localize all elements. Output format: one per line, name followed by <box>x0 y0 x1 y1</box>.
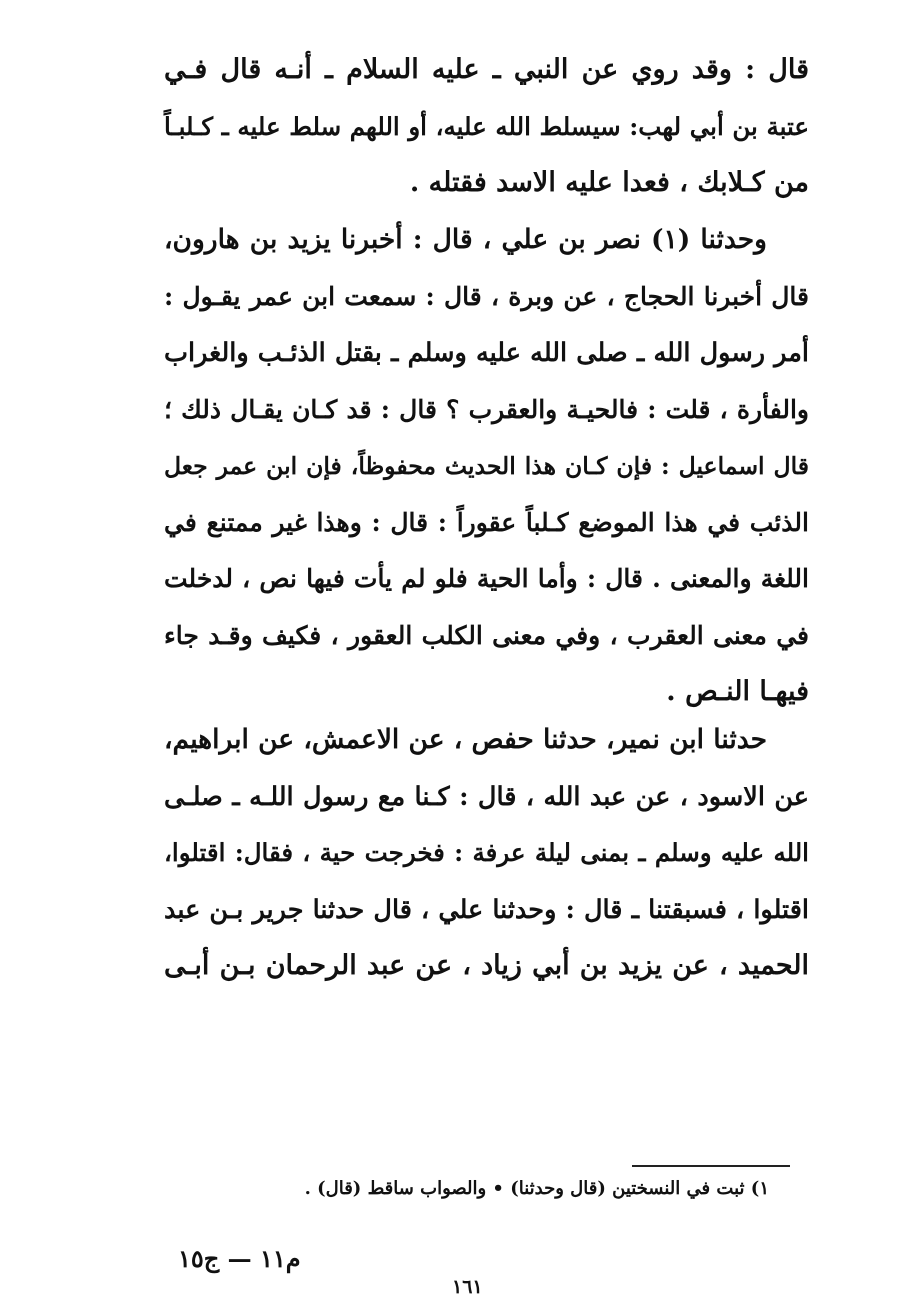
paragraph-2 <box>164 212 809 721</box>
text-line: الله عليه وسلم ـ بمنى ليلة عرفة : فخرجت حية ، فقال: اقتلوا، <box>164 838 809 867</box>
paragraph-3 <box>164 712 809 995</box>
printer-signature: م١١ — ج١٥ <box>178 1244 301 1273</box>
text-line: والفأرة ، قلت : فالحيـة والعقرب ؟ قال : قد كـان يقـال ذلك ؛ <box>164 394 809 424</box>
text-line: حدثنا ابن نمير، حدثنا حفص ، عن الاعمش، عن ابراهيم، <box>164 724 767 755</box>
text-line: من كـلابك ، فعدا عليه الاسد فقتله . <box>409 167 809 198</box>
text-line: أمر رسول الله ـ صلى الله عليه وسلم ـ بقتل الذئـب والغراب <box>164 338 809 368</box>
paragraph-1 <box>164 42 809 212</box>
footnote: ١) ثبت في النسختين (قال وحدثنا) • والصواب ساقط (قال) . <box>304 1178 769 1199</box>
text-line: فيهـا النـص . <box>666 676 809 707</box>
text-line: قال اسماعيل : فإن كـان هذا الحديث محفوظاً، فإن ابن عمر جعل <box>164 452 809 480</box>
footnote-divider <box>632 1165 790 1167</box>
text-line: في معنى العقرب ، وفي معنى الكلب العقور ، فكيف وقـد جاء <box>164 620 809 650</box>
text-line: الحميد ، عن يزيد بن أبي زياد ، عن عبد الرحمان بـن أبـى <box>164 950 809 981</box>
text-line: الذئب في هذا الموضع كـلباً عقوراً : قال : وهذا غير ممتنع في <box>164 507 809 537</box>
text-line: عتبة بن أبي لهب: سيسلط الله عليه، أو اللهم سلط عليه ـ كـلبـاً <box>164 111 809 141</box>
text-line: اللغة والمعنى . قال : وأما الحية فلو لم يأت فيها نص ، لدخلت <box>164 564 809 593</box>
text-line: عن الاسود ، عن عبد الله ، قال : كـنا مع رسول اللـه ـ صلـى <box>164 781 809 812</box>
text-line: قال : وقد روي عن النبي ـ عليه السلام ـ أنـه قال فـي <box>164 54 809 85</box>
page-number: ١٦١ <box>452 1276 483 1298</box>
text-line: وحدثنا (١) نصر بن علي ، قال : أخبرنا يزيد بن هارون، <box>164 224 767 255</box>
text-line: قال أخبرنا الحجاج ، عن وبرة ، قال : سمعت ابن عمر يقـول : <box>164 281 809 311</box>
text-line: اقتلوا ، فسبقتنا ـ قال : وحدثنا علي ، قال حدثنا جرير بـن عبد <box>164 894 809 925</box>
